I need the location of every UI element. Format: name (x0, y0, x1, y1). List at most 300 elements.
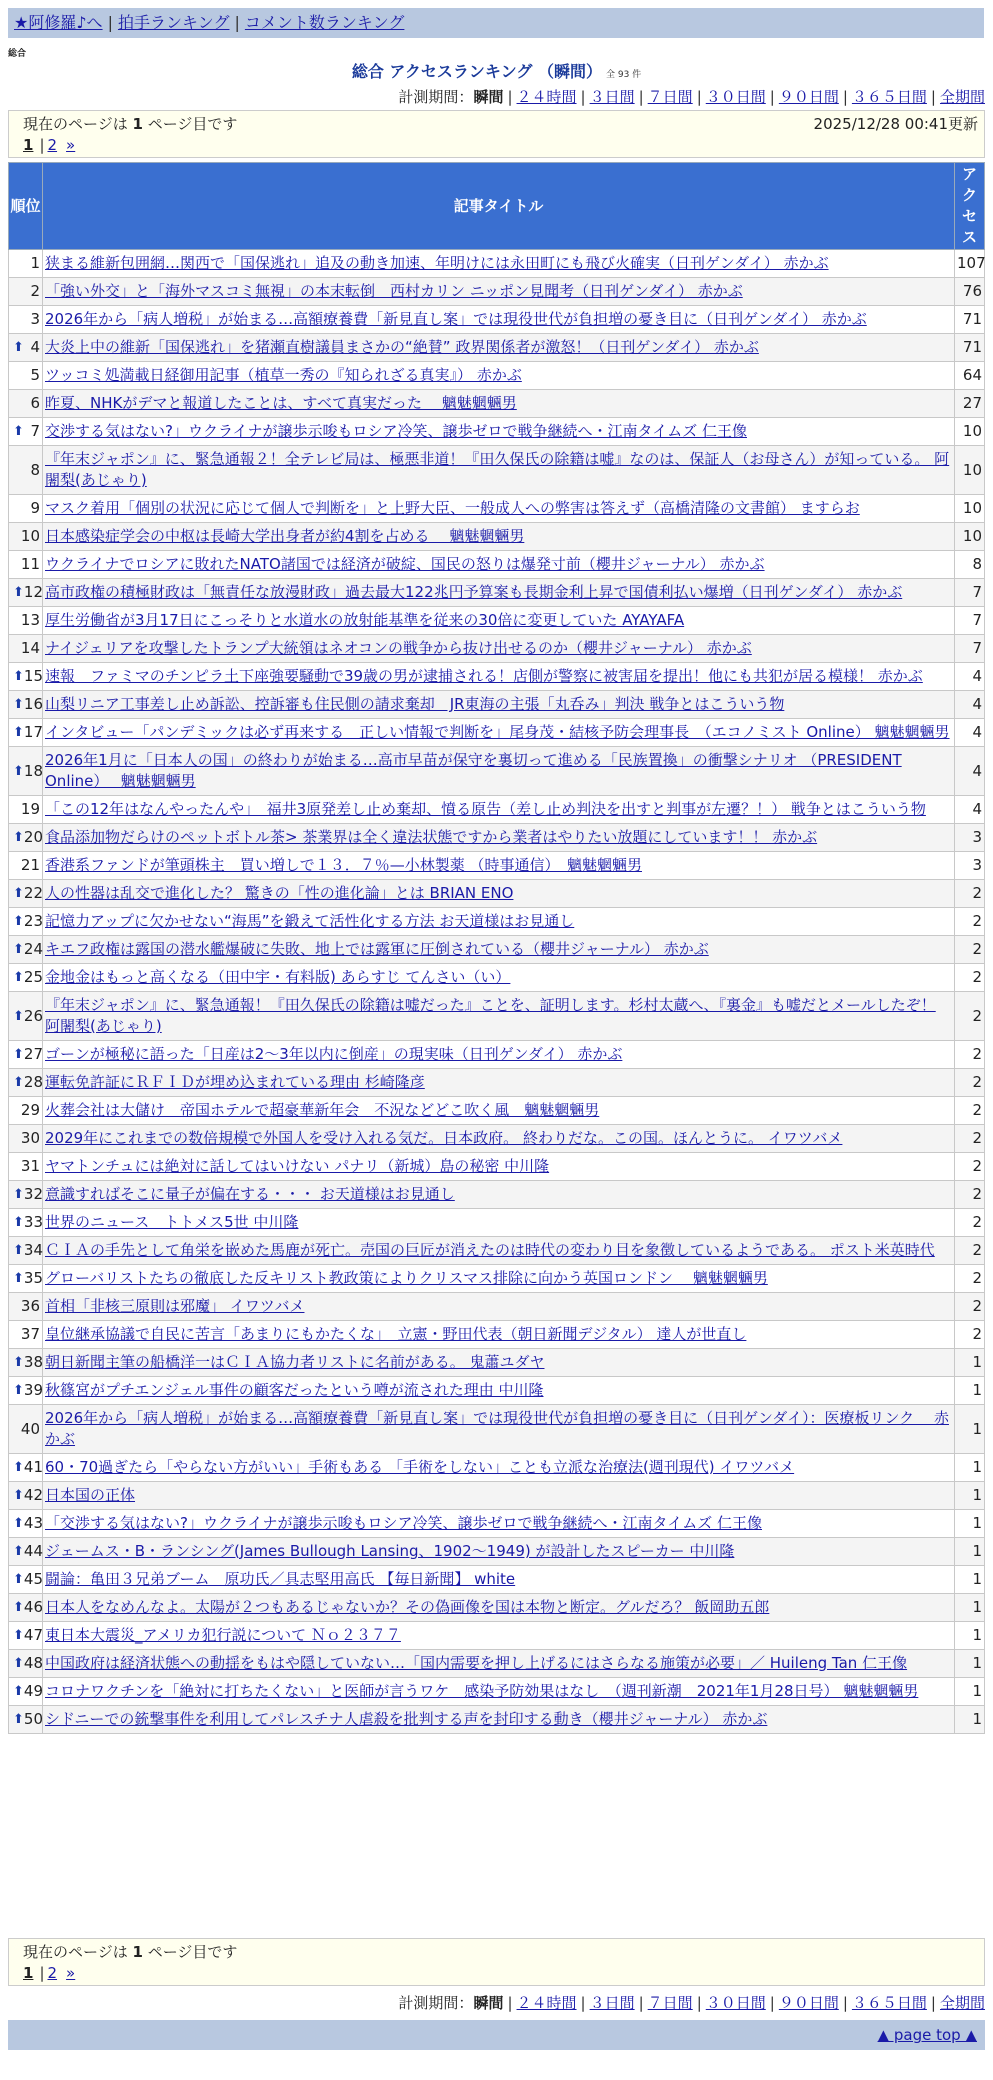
article-link[interactable]: 運転免許証にＲＦＩＤが埋め込まれている理由 杉崎隆彦 (45, 1073, 425, 1091)
article-link[interactable]: コロナワクチンを「絶対に打ちたくない」と医師が言うワケ 感染予防効果はなし （週刊新潮 2021年1月28日号） 魑魅魍魎男 (45, 1682, 919, 1700)
title-cell (43, 1209, 955, 1237)
rank-cell (9, 334, 43, 362)
rank-cell (9, 1349, 43, 1377)
title-cell (43, 1097, 955, 1125)
article-link[interactable]: 闘論：亀田３兄弟ブーム 原功氏／具志堅用高氏 【毎日新聞】 white (45, 1570, 516, 1588)
rank-number: 23 (23, 912, 43, 930)
up-arrow-icon: ⬆ (13, 970, 24, 985)
article-link[interactable]: グローバリストたちの徹底した反キリスト教政策によりクリスマス排除に向かう英国ロンドン 魑魅魍魎男 (45, 1269, 768, 1287)
applause-ranking-link[interactable]: 拍手ランキング (117, 13, 230, 32)
period-option-link[interactable]: ３６５日間 (851, 1994, 927, 2012)
period-current: 瞬間 (473, 88, 504, 106)
up-arrow-icon: ⬆ (13, 914, 24, 929)
table-row (9, 908, 985, 936)
period-label: 計測期間： (398, 88, 474, 106)
rank-number: 5 (30, 366, 40, 384)
access-count: 1 (955, 1678, 985, 1706)
rank-cell (9, 1510, 43, 1538)
rank-number: 14 (20, 639, 40, 657)
access-count: 64 (955, 362, 985, 390)
article-link[interactable]: 高市政権の積極財政は「無責任な放漫財政」過去最大122兆円予算案も長期金利上昇で国債利払い爆増（日刊ゲンダイ） 赤かぶ (45, 583, 903, 601)
title-cell (43, 635, 955, 663)
access-count: 27 (955, 390, 985, 418)
table-row (9, 1594, 985, 1622)
period-option-link[interactable]: ２４時間 (516, 1994, 577, 2012)
rank-cell (9, 1293, 43, 1321)
period-option-link[interactable]: ３０日間 (705, 88, 766, 106)
article-link[interactable]: 食品添加物だらけのペットボトル茶> 茶業界は全く違法状態ですから業者はやりたい放題にしています！！ 赤かぶ (45, 828, 818, 846)
article-link[interactable]: 金地金はもっと高くなる（田中宇・有料版) あらすじ てんさい（い） (45, 968, 511, 986)
title-cell (43, 1153, 955, 1181)
title-cell (43, 1293, 955, 1321)
period-separator: | (507, 1994, 513, 2012)
title-cell (43, 1594, 955, 1622)
title-cell (43, 1454, 955, 1482)
article-link[interactable]: 『年末ジャポン』に、緊急通報２！全テレビ局は、極悪非道！『田久保氏の除籍は嘘』なのは、保証人（お母さん）が知っている。 阿闍梨(あじゃり) (45, 450, 950, 489)
rank-cell (9, 663, 43, 691)
rank-cell (9, 1265, 43, 1293)
title-cell (43, 1622, 955, 1650)
access-header: アクセス (955, 163, 985, 250)
article-link[interactable]: 火葬会社は大儲け 帝国ホテルで超豪華新年会 不況などどこ吹く風 魑魅魍魎男 (45, 1101, 600, 1119)
comment-ranking-link[interactable]: コメント数ランキング (244, 13, 405, 32)
table-row (9, 418, 985, 446)
title-cell (43, 1650, 955, 1678)
page-status: 現在のページは 1 ページ目です (23, 1943, 238, 1961)
title-cell (43, 1706, 955, 1734)
article-link[interactable]: ナイジェリアを攻撃したトランプ大統領はネオコンの戦争から抜け出せるのか（櫻井ジャーナル） 赤かぶ (45, 639, 752, 657)
rank-cell (9, 1209, 43, 1237)
article-link[interactable]: 山梨リニア工事差し止め訴訟、控訴審も住民側の請求棄却 JR東海の主張「丸呑み」判決 戦争とはこういう物 (45, 695, 785, 713)
title-cell (43, 1405, 955, 1454)
table-row (9, 719, 985, 747)
access-count: 2 (955, 908, 985, 936)
table-row (9, 880, 985, 908)
title-cell (43, 964, 955, 992)
up-arrow-icon: ⬆ (13, 1600, 24, 1615)
article-link[interactable]: 中国政府は経済状態への動揺をもはや隠していない…「国内需要を押し上げるにはさらなる施策が必要」／ Huileng Tan 仁王像 (45, 1654, 908, 1672)
table-row (9, 796, 985, 824)
up-arrow-icon: ⬆ (13, 763, 24, 779)
rank-cell (9, 1237, 43, 1265)
rank-number: 28 (23, 1073, 43, 1091)
page-2-link[interactable]: 2 (47, 1964, 58, 1982)
up-arrow-icon: ⬆ (13, 1243, 24, 1258)
article-link[interactable]: インタビュー「パンデミックは必ず再来する 正しい情報で判断を」尾身茂・結核予防会理事長 （エコノミスト Online） 魑魅魍魎男 (45, 723, 950, 741)
page-title (0, 61, 993, 86)
rank-cell (9, 852, 43, 880)
page-2-link[interactable]: 2 (47, 136, 58, 154)
article-link[interactable]: 2026年から「病人増税」が始まる…高額療養費「新見直し案」では現役世代が負担増の憂き目に（日刊ゲンダイ）：医療板リンク 赤かぶ (45, 1409, 949, 1448)
up-arrow-icon: ⬆ (13, 1008, 24, 1024)
rank-cell (9, 964, 43, 992)
access-count: 4 (955, 747, 985, 796)
ranking-table (8, 162, 985, 1734)
rank-number: 17 (23, 723, 43, 741)
article-link[interactable]: 2026年から「病人増税」が始まる…高額療養費「新見直し案」では現役世代が負担増の憂き目に（日刊ゲンダイ） 赤かぶ (45, 310, 867, 328)
title-cell (43, 796, 955, 824)
article-link[interactable]: 昨夏、NHKがデマと報道したことは、すべて真実だった 魑魅魍魎男 (45, 394, 517, 412)
category-label: 総合 (8, 49, 27, 59)
title-cell (43, 1510, 955, 1538)
table-row (9, 1454, 985, 1482)
table-row (9, 334, 985, 362)
title-cell (43, 1181, 955, 1209)
title-cell (43, 362, 955, 390)
rank-number: 50 (23, 1710, 43, 1728)
rank-number: 3 (30, 310, 40, 328)
up-arrow-icon: ⬆ (13, 1656, 24, 1671)
access-count: 2 (955, 1181, 985, 1209)
article-link[interactable]: 2029年にこれまでの数倍規模で外国人を受け入れる気だ。日本政府。 終わりだな。この国。ほんとうに。 イワツバメ (45, 1129, 843, 1147)
rank-number: 12 (23, 583, 43, 601)
table-row (9, 1153, 985, 1181)
access-count: 10 (955, 523, 985, 551)
rank-cell (9, 306, 43, 334)
table-row (9, 1209, 985, 1237)
period-option-link[interactable]: ９０日間 (778, 1994, 839, 2012)
article-link[interactable]: ＣＩＡの手先として角栄を嵌めた馬鹿が死亡。売国の巨匠が消えたのは時代の変わり目を象徴しているようである。 ポスト米英時代 (45, 1241, 935, 1259)
rank-cell (9, 1622, 43, 1650)
rank-number: 44 (23, 1542, 43, 1560)
title-cell (43, 390, 955, 418)
table-row (9, 579, 985, 607)
article-link[interactable]: ジェームス・B・ランシング(James Bullough Lansing、1902〜1949) が設計したスピーカー 中川隆 (45, 1542, 735, 1560)
rank-cell (9, 747, 43, 796)
rank-number: 43 (23, 1514, 43, 1532)
title-cell (43, 1125, 955, 1153)
rank-number: 15 (23, 667, 43, 685)
article-link[interactable]: 厚生労働省が3月17日にこっそりと水道水の放射能基準を従来の30倍に変更していた AYAYAFA (45, 611, 685, 629)
table-row (9, 663, 985, 691)
period-separator: | (638, 1994, 644, 2012)
access-count: 1 (955, 1510, 985, 1538)
access-count: 2 (955, 1125, 985, 1153)
title-cell (43, 992, 955, 1041)
article-link[interactable]: 「強い外交」と「海外マスコミ無視」の本末転倒 西村カリン ニッポン見聞考（日刊ゲンダイ） 赤かぶ (45, 282, 743, 300)
rank-number: 32 (23, 1185, 43, 1203)
pager-top (8, 110, 985, 158)
period-option-link[interactable]: ３０日間 (705, 1994, 766, 2012)
article-link[interactable]: マスク着用「個別の状況に応じて個人で判断を」と上野大臣、一般成人への弊害は答えず（高橋清隆の文書館） ますらお (45, 499, 860, 517)
article-link[interactable]: 香港系ファンドが筆頭株主 買い増しで１３．７％—小林製薬 （時事通信） 魑魅魍魎男 (45, 856, 642, 874)
table-row (9, 964, 985, 992)
up-arrow-icon: ⬆ (13, 1460, 24, 1475)
up-arrow-icon: ⬆ (13, 942, 24, 957)
title-cell (43, 1482, 955, 1510)
rank-cell (9, 1153, 43, 1181)
article-link[interactable]: 朝日新聞主筆の船橋洋一はＣＩＡ協力者リストに名前がある。 鬼蕭ユダヤ (45, 1353, 545, 1371)
access-count: 2 (955, 936, 985, 964)
rank-cell (9, 908, 43, 936)
article-link[interactable]: ツッコミ処満載日経御用記事（植草一秀の『知られざる真実』） 赤かぶ (45, 366, 522, 384)
nav-separator: | (234, 13, 240, 32)
article-link[interactable]: 世界のニュース トトメス5世 中川隆 (45, 1213, 299, 1231)
period-option-link[interactable]: ３日間 (589, 1994, 635, 2012)
rank-cell (9, 992, 43, 1041)
access-count: 1 (955, 1650, 985, 1678)
period-selector-top (398, 86, 985, 108)
article-link[interactable]: ヤマトンチュには絶対に話してはいけない パナリ（新城）島の秘密 中川隆 (45, 1157, 550, 1175)
period-option-link[interactable]: ３日間 (589, 88, 635, 106)
period-separator: | (930, 1994, 936, 2012)
total-count: 全 93 件 (606, 70, 642, 80)
home-link[interactable]: ★阿修羅♪へ (14, 13, 103, 32)
article-link[interactable]: シドニーでの銃撃事件を利用してパレスチナ人虐殺を批判する声を封印する動き（櫻井ジャーナル） 赤かぶ (45, 1710, 768, 1728)
table-row (9, 1678, 985, 1706)
rank-number: 20 (23, 828, 43, 846)
table-row (9, 1706, 985, 1734)
pagination: 1 | 2 » (23, 1964, 76, 1982)
access-count: 76 (955, 278, 985, 306)
access-count: 7 (955, 579, 985, 607)
access-count: 8 (955, 551, 985, 579)
title-cell (43, 1321, 955, 1349)
period-option-link[interactable]: ９０日間 (778, 88, 839, 106)
table-row (9, 1097, 985, 1125)
title-cell (43, 607, 955, 635)
rank-number: 46 (23, 1598, 43, 1616)
up-arrow-icon: ⬆ (13, 830, 24, 845)
rank-cell (9, 1321, 43, 1349)
table-row (9, 495, 985, 523)
article-link[interactable]: 狭まる維新包囲網…関西で「国保逃れ」追及の動き加速、年明けには永田町にも飛び火確実（日刊ゲンダイ） 赤かぶ (45, 254, 829, 272)
period-option-link[interactable]: ３６５日間 (851, 88, 927, 106)
title-cell (43, 1069, 955, 1097)
rank-number: 13 (20, 611, 40, 629)
up-arrow-icon: ⬆ (13, 1628, 24, 1643)
title-cell (43, 747, 955, 796)
article-link[interactable]: 東日本大震災_アメリカ犯行説について Ｎｏ２３７７ (45, 1626, 401, 1644)
title-cell (43, 1566, 955, 1594)
title-header: 記事タイトル (43, 163, 955, 250)
rank-number: 26 (23, 1006, 43, 1025)
article-link[interactable]: 日本人をなめんなよ。太陽が２つもあるじゃないか？その偽画像を国は本物と断定。グルだろ？ 飯岡助五郎 (45, 1598, 770, 1616)
rank-number: 11 (20, 555, 40, 573)
period-label: 計測期間： (398, 1994, 474, 2012)
rank-number: 16 (23, 695, 43, 713)
rank-cell (9, 1041, 43, 1069)
article-link[interactable]: 秋篠宮がプチエンジェル事件の顧客だったという噂が流された理由 中川隆 (45, 1381, 544, 1399)
access-count: 2 (955, 880, 985, 908)
up-arrow-icon: ⬆ (13, 1516, 24, 1531)
access-count: 71 (955, 306, 985, 334)
rank-cell (9, 1405, 43, 1454)
table-row (9, 250, 985, 278)
article-link[interactable]: 60・70過ぎたら「やらない方がいい」手術もある 「手術をしない」ことも立派な治療法(週刊現代) イワツバメ (45, 1458, 795, 1476)
article-link[interactable]: 「交渉する気はない?」ウクライナが譲歩示唆もロシア冷笑、譲歩ゼロで戦争継続へ・江南タイムズ 仁王像 (45, 1514, 762, 1532)
title-cell (43, 880, 955, 908)
table-row (9, 1349, 985, 1377)
period-option-link[interactable]: 全期間 (939, 88, 985, 106)
rank-number: 39 (23, 1381, 43, 1399)
up-arrow-icon: ⬆ (13, 1684, 24, 1699)
up-arrow-icon: ⬆ (13, 1383, 24, 1398)
rank-number: 34 (23, 1241, 43, 1259)
rank-cell (9, 607, 43, 635)
period-option-link[interactable]: ７日間 (647, 88, 693, 106)
access-count: 1 (955, 1349, 985, 1377)
access-count: 107 (955, 250, 985, 278)
rank-number: 41 (23, 1458, 43, 1476)
title-cell (43, 691, 955, 719)
table-row (9, 1265, 985, 1293)
article-link[interactable]: 2026年1月に「日本人の国」の終わりが始まる…高市早苗が保守を裏切って進める「民族置換」の衝撃シナリオ （PRESIDENT Online） 魑魅魍魎男 (45, 751, 902, 790)
title-cell (43, 852, 955, 880)
access-count: 2 (955, 1041, 985, 1069)
rank-cell (9, 936, 43, 964)
rank-cell (9, 1181, 43, 1209)
title-cell (43, 1041, 955, 1069)
rank-number: 2 (30, 282, 40, 300)
up-arrow-icon: ⬆ (13, 1215, 24, 1230)
table-row (9, 1293, 985, 1321)
article-link[interactable]: 記憶力アップに欠かせない“海馬”を鍛えて活性化する方法 お天道様はお見通し (45, 912, 575, 930)
table-row (9, 1237, 985, 1265)
period-separator: | (696, 88, 702, 106)
rank-cell (9, 635, 43, 663)
rank-number: 42 (23, 1486, 43, 1504)
period-current: 瞬間 (473, 1994, 504, 2012)
page-top-link[interactable]: ▲ page top ▲ (877, 2026, 977, 2044)
rank-number: 6 (30, 394, 40, 412)
rank-number: 22 (23, 884, 43, 902)
period-option-link[interactable]: ７日間 (647, 1994, 693, 2012)
access-count: 2 (955, 1265, 985, 1293)
rank-cell (9, 1377, 43, 1405)
access-count: 3 (955, 824, 985, 852)
rank-cell (9, 523, 43, 551)
period-separator: | (769, 88, 775, 106)
up-arrow-icon: ⬆ (13, 669, 24, 684)
article-link[interactable]: 『年末ジャポン』に、緊急通報！『田久保氏の除籍は嘘だった』ことを、証明します。杉村太蔵へ、『裏金』も嘘だとメールしたぞ！ 阿闍梨(あじゃり) (45, 996, 936, 1035)
rank-number: 36 (20, 1297, 40, 1315)
title-cell (43, 495, 955, 523)
rank-number: 40 (20, 1419, 40, 1438)
rank-cell (9, 1069, 43, 1097)
rank-cell (9, 579, 43, 607)
title-cell (43, 663, 955, 691)
up-arrow-icon: ⬆ (13, 1488, 24, 1503)
up-arrow-icon: ⬆ (13, 1271, 24, 1286)
article-link[interactable]: 日本感染症学会の中枢は長崎大学出身者が約4割を占める 魑魅魍魎男 (45, 527, 525, 545)
rank-cell (9, 1650, 43, 1678)
period-separator: | (580, 88, 586, 106)
rank-cell (9, 691, 43, 719)
access-count: 2 (955, 1069, 985, 1097)
access-count: 2 (955, 1237, 985, 1265)
table-row (9, 691, 985, 719)
rank-number: 37 (20, 1325, 40, 1343)
article-link[interactable]: 日本国の正体 (45, 1486, 136, 1504)
title-cell (43, 1678, 955, 1706)
rank-cell (9, 1706, 43, 1734)
rank-number: 27 (23, 1045, 43, 1063)
up-arrow-icon: ⬆ (13, 1712, 24, 1727)
table-row (9, 635, 985, 663)
nav-separator: | (107, 13, 113, 32)
access-count: 1 (955, 1622, 985, 1650)
rank-number: 24 (23, 940, 43, 958)
title-cell (43, 1377, 955, 1405)
rank-number: 9 (30, 499, 40, 517)
article-link[interactable]: 大炎上中の維新「国保逃れ」を猪瀬直樹議員まさかの“絶賛” 政界関係者が激怒！（日刊ゲンダイ） 赤かぶ (45, 338, 759, 356)
article-link[interactable]: 「この12年はなんやったんや」 福井3原発差し止め棄却、憤る原告（差し止め判決を出すと判事が左遷？！） 戦争とはこういう物 (45, 800, 926, 818)
rank-cell (9, 362, 43, 390)
rank-cell (9, 1678, 43, 1706)
rank-number: 10 (20, 527, 40, 545)
table-row (9, 1041, 985, 1069)
article-link[interactable]: 首相「非核三原則は邪魔」 イワツバメ (45, 1297, 305, 1315)
article-link[interactable]: 人の性器は乱交で進化した？ 驚きの「性の進化論」とは BRIAN ENO (45, 884, 514, 902)
table-row (9, 1069, 985, 1097)
rank-number: 38 (23, 1353, 43, 1371)
rank-number: 35 (23, 1269, 43, 1287)
period-separator: | (696, 1994, 702, 2012)
title-cell (43, 579, 955, 607)
rank-number: 29 (20, 1101, 40, 1119)
period-option-link[interactable]: 全期間 (939, 1994, 985, 2012)
article-link[interactable]: 速報 ファミマのチンピラ土下座強要騒動で39歳の男が逮捕される！店側が警察に被害届を提出！他にも共犯が居る模様！ 赤かぶ (45, 667, 923, 685)
access-count: 7 (955, 635, 985, 663)
article-link[interactable]: ウクライナでロシアに敗れたNATO諸国では経済が破綻、国民の怒りは爆発寸前（櫻井ジャーナル） 赤かぶ (45, 555, 765, 573)
rank-header: 順位 (9, 163, 43, 250)
article-link[interactable]: ゴーンが極秘に語った「日産は2〜3年以内に倒産」の現実味（日刊ゲンダイ） 赤かぶ (45, 1045, 623, 1063)
access-count: 1 (955, 1538, 985, 1566)
access-count: 4 (955, 691, 985, 719)
table-row (9, 1321, 985, 1349)
period-separator: | (769, 1994, 775, 2012)
pagination: 1 | 2 » (23, 136, 76, 154)
article-link[interactable]: キエフ政権は露国の潜水艦爆破に失敗、地上では露軍に圧倒されている（櫻井ジャーナル） 赤かぶ (45, 940, 709, 958)
table-row (9, 852, 985, 880)
period-option-link[interactable]: ２４時間 (516, 88, 577, 106)
rank-cell (9, 1482, 43, 1510)
rank-cell (9, 551, 43, 579)
access-count: 2 (955, 964, 985, 992)
title-cell (43, 250, 955, 278)
table-row (9, 1650, 985, 1678)
access-count: 10 (955, 495, 985, 523)
next-page-link[interactable]: » (66, 1964, 76, 1982)
period-separator: | (638, 88, 644, 106)
rank-cell (9, 1097, 43, 1125)
access-count: 1 (955, 1566, 985, 1594)
access-count: 10 (955, 418, 985, 446)
up-arrow-icon: ⬆ (13, 585, 24, 600)
access-count: 4 (955, 663, 985, 691)
period-separator: | (842, 88, 848, 106)
up-arrow-icon: ⬆ (13, 1544, 24, 1559)
footer-bar (8, 2020, 985, 2050)
access-count: 2 (955, 1293, 985, 1321)
article-link[interactable]: 交渉する気はない?」ウクライナが譲歩示唆もロシア冷笑、譲歩ゼロで戦争継続へ・江南タイムズ 仁王像 (45, 422, 747, 440)
page-status: 現在のページは 1 ページ目です (23, 115, 238, 133)
table-row (9, 607, 985, 635)
article-link[interactable]: 皇位継承協議で自民に苦言「あまりにもかたくな」 立憲・野田代表（朝日新聞デジタル） 達人が世直し (45, 1325, 747, 1343)
article-link[interactable]: 意識すればそこに量子が偏在する・・・ お天道様はお見通し (45, 1185, 455, 1203)
rank-cell (9, 1538, 43, 1566)
table-row (9, 1181, 985, 1209)
rank-number: 45 (23, 1570, 43, 1588)
next-page-link[interactable]: » (66, 136, 76, 154)
access-count: 2 (955, 992, 985, 1041)
title-cell (43, 1265, 955, 1293)
title-cell (43, 719, 955, 747)
table-row (9, 1377, 985, 1405)
table-row (9, 523, 985, 551)
rank-number: 30 (20, 1129, 40, 1147)
